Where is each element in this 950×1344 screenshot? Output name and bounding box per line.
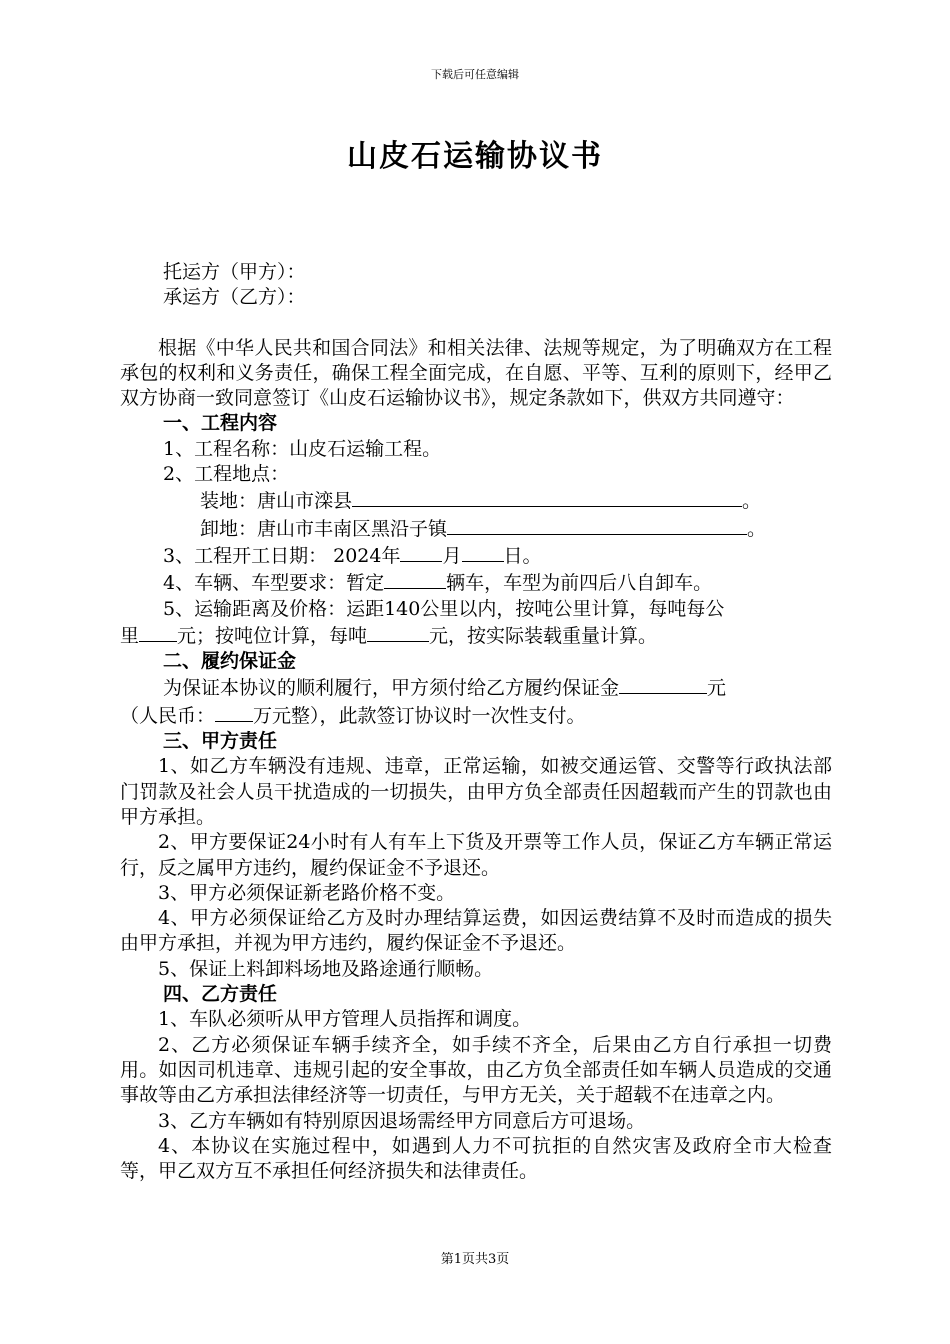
spacer	[120, 311, 832, 336]
s1-item-2: 2、工程地点：	[163, 463, 290, 486]
deposit-rmb-blank	[215, 702, 253, 722]
text: 万元整），此款签订协议时一次性支付。	[253, 704, 586, 727]
text: 元，按实际装载重量计算。	[429, 624, 658, 647]
s2-paragraph-line-1	[120, 674, 832, 701]
vehicle-req-label: 4、车辆、车型要求：暂定	[163, 572, 385, 595]
loading-site-blank	[352, 487, 742, 507]
price-per-ton-blank	[367, 622, 429, 642]
s1-item-5-cont	[120, 622, 832, 649]
period: 。	[747, 517, 767, 540]
s1-unloading-site	[120, 515, 832, 542]
document-title: 山皮石运输协议书	[347, 139, 603, 174]
text: 元	[707, 677, 727, 700]
preamble-paragraph: 根据《中华人民共和国合同法》和相关法律、法规等规定，为了明确双方在工程承包的权利和义务责任，确保工程全面完成，在自愿、平等、互利的原则下，经甲乙双方协商一致同意签订《山皮石运输协议书》，规定条款如下，供双方共同遵守：	[120, 336, 832, 410]
section-3-heading: 三、甲方责任	[163, 730, 278, 753]
s4-item-4: 4、本协议在实施过程中，如遇到人力不可抗拒的自然灾害及政府全市大检查等，甲乙双方互不承担任何经济损失和法律责任。	[120, 1134, 832, 1183]
s2-paragraph-line-2	[120, 702, 832, 729]
s4-item-3: 3、乙方车辆如有特别原因退场需经甲方同意后方可退场。	[158, 1109, 646, 1132]
unloading-site-blank	[447, 515, 747, 535]
month-text: 月	[442, 544, 462, 567]
loading-site-label: 装地：唐山市滦县	[200, 490, 353, 513]
text: 里	[120, 624, 140, 647]
document-body	[120, 260, 832, 1184]
page-number: 第1页共3页	[440, 1252, 510, 1267]
deposit-amount-blank	[619, 674, 707, 694]
party-b-label: 承运方（乙方）：	[163, 286, 306, 309]
party-a-label: 托运方（甲方）：	[163, 261, 306, 283]
s3-item-5: 5、保证上料卸料场地及路途通行顺畅。	[158, 957, 494, 980]
s4-item-1: 1、车队必须听从甲方管理人员指挥和调度。	[158, 1008, 532, 1031]
section-4-heading: 四、乙方责任	[163, 983, 278, 1006]
s3-item-2: 2、甲方要保证24小时有人有车上下货及开票等工作人员，保证乙方车辆正常运行，反之属甲方违约，履约保证金不予退还。	[120, 831, 832, 879]
s1-item-5: 5、运输距离及价格：运距140公里以内，按吨公里计算，每吨每公	[163, 597, 725, 620]
month-blank	[400, 542, 442, 562]
day-text: 日。	[503, 544, 542, 567]
s3-item-4: 4、甲方必须保证给乙方及时办理结算运费，如因运费结算不及时而造成的损失由甲方承担，并视为甲方违约，履约保证金不予退还。	[120, 907, 832, 955]
s3-item-3: 3、甲方必须保证新老路价格不变。	[158, 881, 456, 904]
page-header-note: 下载后可任意编辑	[431, 68, 519, 81]
s1-item-3	[120, 542, 832, 569]
s1-item-1: 1、工程名称：山皮石运输工程。	[163, 437, 442, 460]
s3-item-1: 1、如乙方车辆没有违规、违章，正常运输，如被交通运管、交警等行政执法部门罚款及社会人员干扰造成的一切损失，由甲方负全部责任因超载而产生的罚款也由甲方承担。	[120, 755, 832, 828]
s4-item-2: 2、乙方必须保证车辆手续齐全，如手续不齐全，后果由乙方自行承担一切费用。如因司机违章、违规引起的安全事故，由乙方负全部责任如车辆人员造成的交通事故等由乙方承担法律经济等一切责任，与甲方无关，关于超载不在违章之内。	[120, 1033, 832, 1107]
section-2-heading: 二、履约保证金	[163, 650, 297, 673]
vehicle-type-text: 辆车，车型为前四后八自卸车。	[446, 572, 713, 595]
unloading-site-label: 卸地：唐山市丰南区黑沿子镇	[200, 517, 448, 540]
section-1-heading: 一、工程内容	[163, 412, 278, 435]
s1-loading-site	[120, 487, 832, 514]
start-date-label: 3、工程开工日期： 2024年	[163, 544, 401, 567]
vehicle-count-blank	[384, 569, 446, 589]
period: 。	[742, 490, 762, 513]
text: 元；按吨位计算，每吨	[177, 624, 368, 647]
text: 为保证本协议的顺利履行，甲方须付给乙方履约保证金	[163, 677, 620, 700]
s1-item-4	[120, 569, 832, 596]
price-per-km-blank	[139, 622, 177, 642]
text: （人民币：	[120, 704, 216, 727]
day-blank	[462, 542, 504, 562]
